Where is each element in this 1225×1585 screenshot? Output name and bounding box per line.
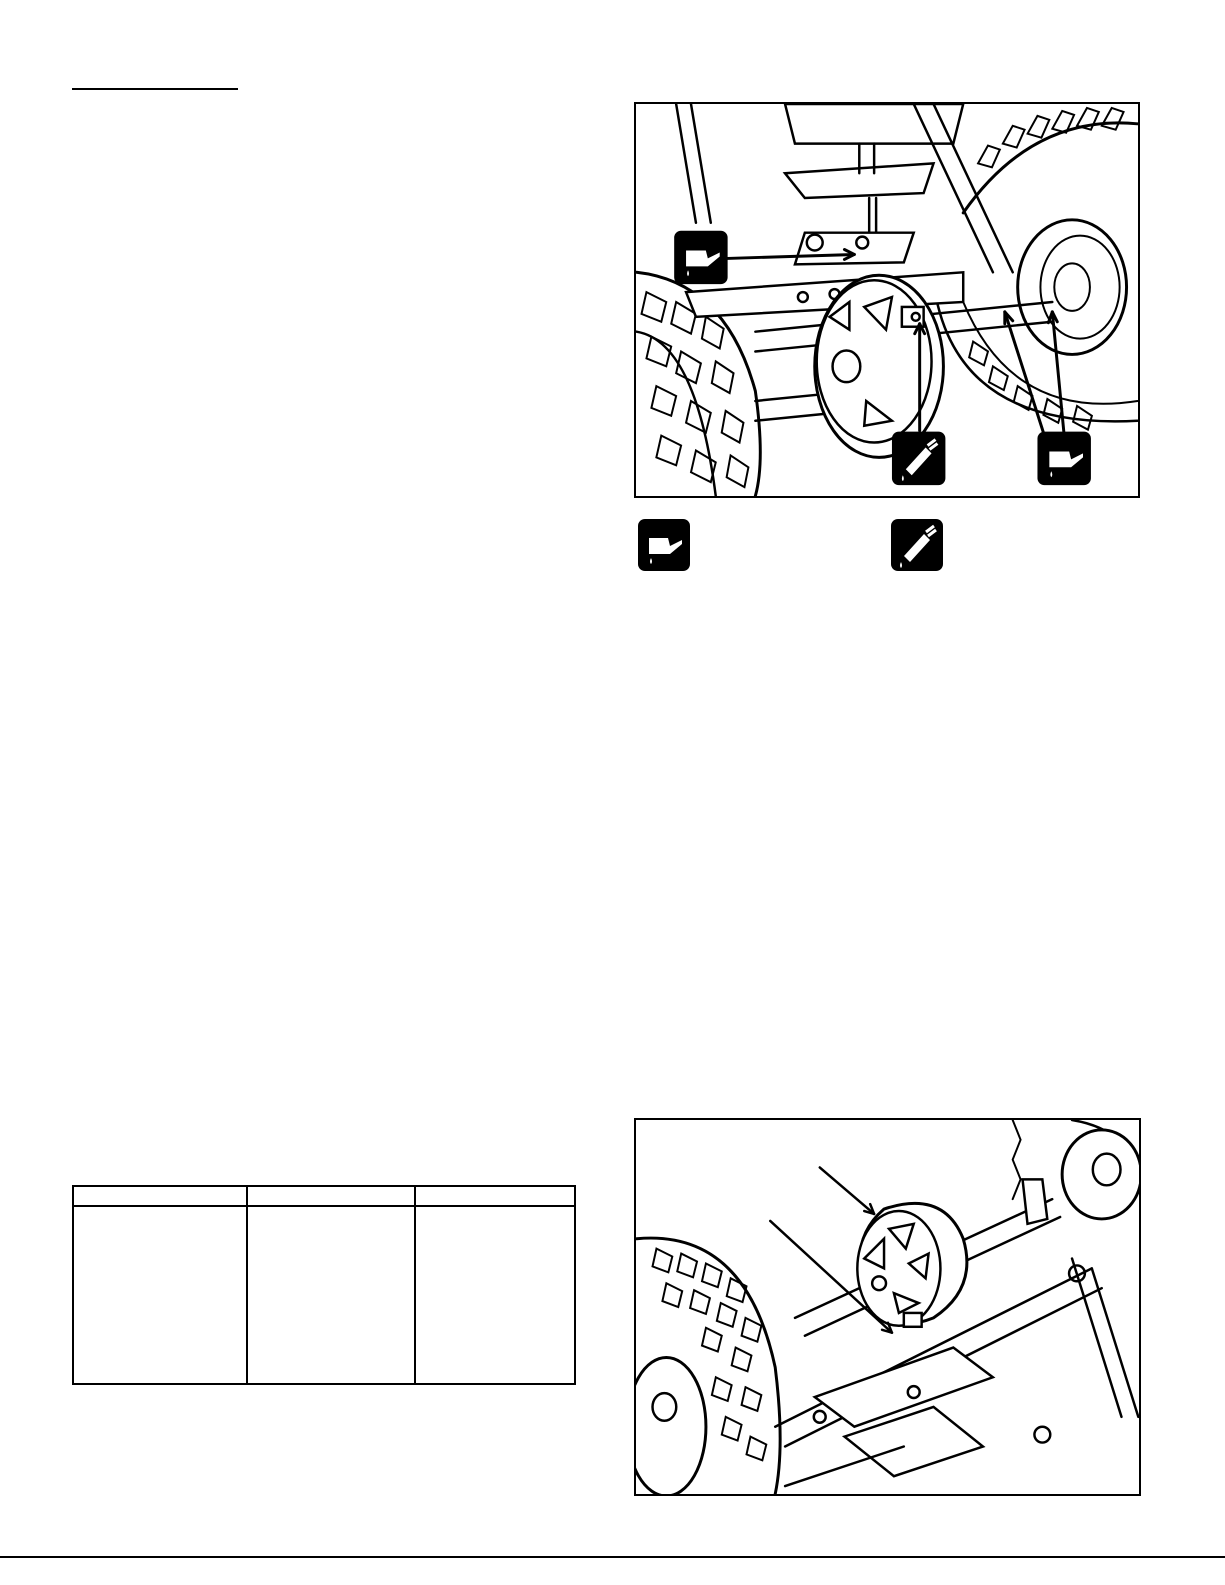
table-header-rule	[74, 1205, 574, 1207]
gearbox	[857, 1203, 967, 1326]
lubrication-illustration	[636, 104, 1138, 496]
specification-table	[72, 1185, 576, 1385]
table-column-divider	[246, 1187, 248, 1383]
left-tire	[636, 1238, 780, 1494]
grease-gun-icon	[891, 519, 943, 571]
lubrication-figure	[634, 102, 1140, 498]
grease-gun-icon	[892, 432, 945, 485]
gearbox	[815, 275, 944, 457]
right-tire	[934, 108, 1138, 430]
oil-can-icon	[1037, 432, 1090, 485]
oil-can-icon	[638, 519, 690, 571]
gearbox-figure	[634, 1118, 1141, 1496]
section-heading-underline	[72, 88, 238, 90]
page-footer-rule	[0, 1556, 1225, 1558]
gearbox-illustration	[636, 1120, 1139, 1494]
table-column-divider	[414, 1187, 416, 1383]
oil-can-icon	[674, 231, 727, 284]
